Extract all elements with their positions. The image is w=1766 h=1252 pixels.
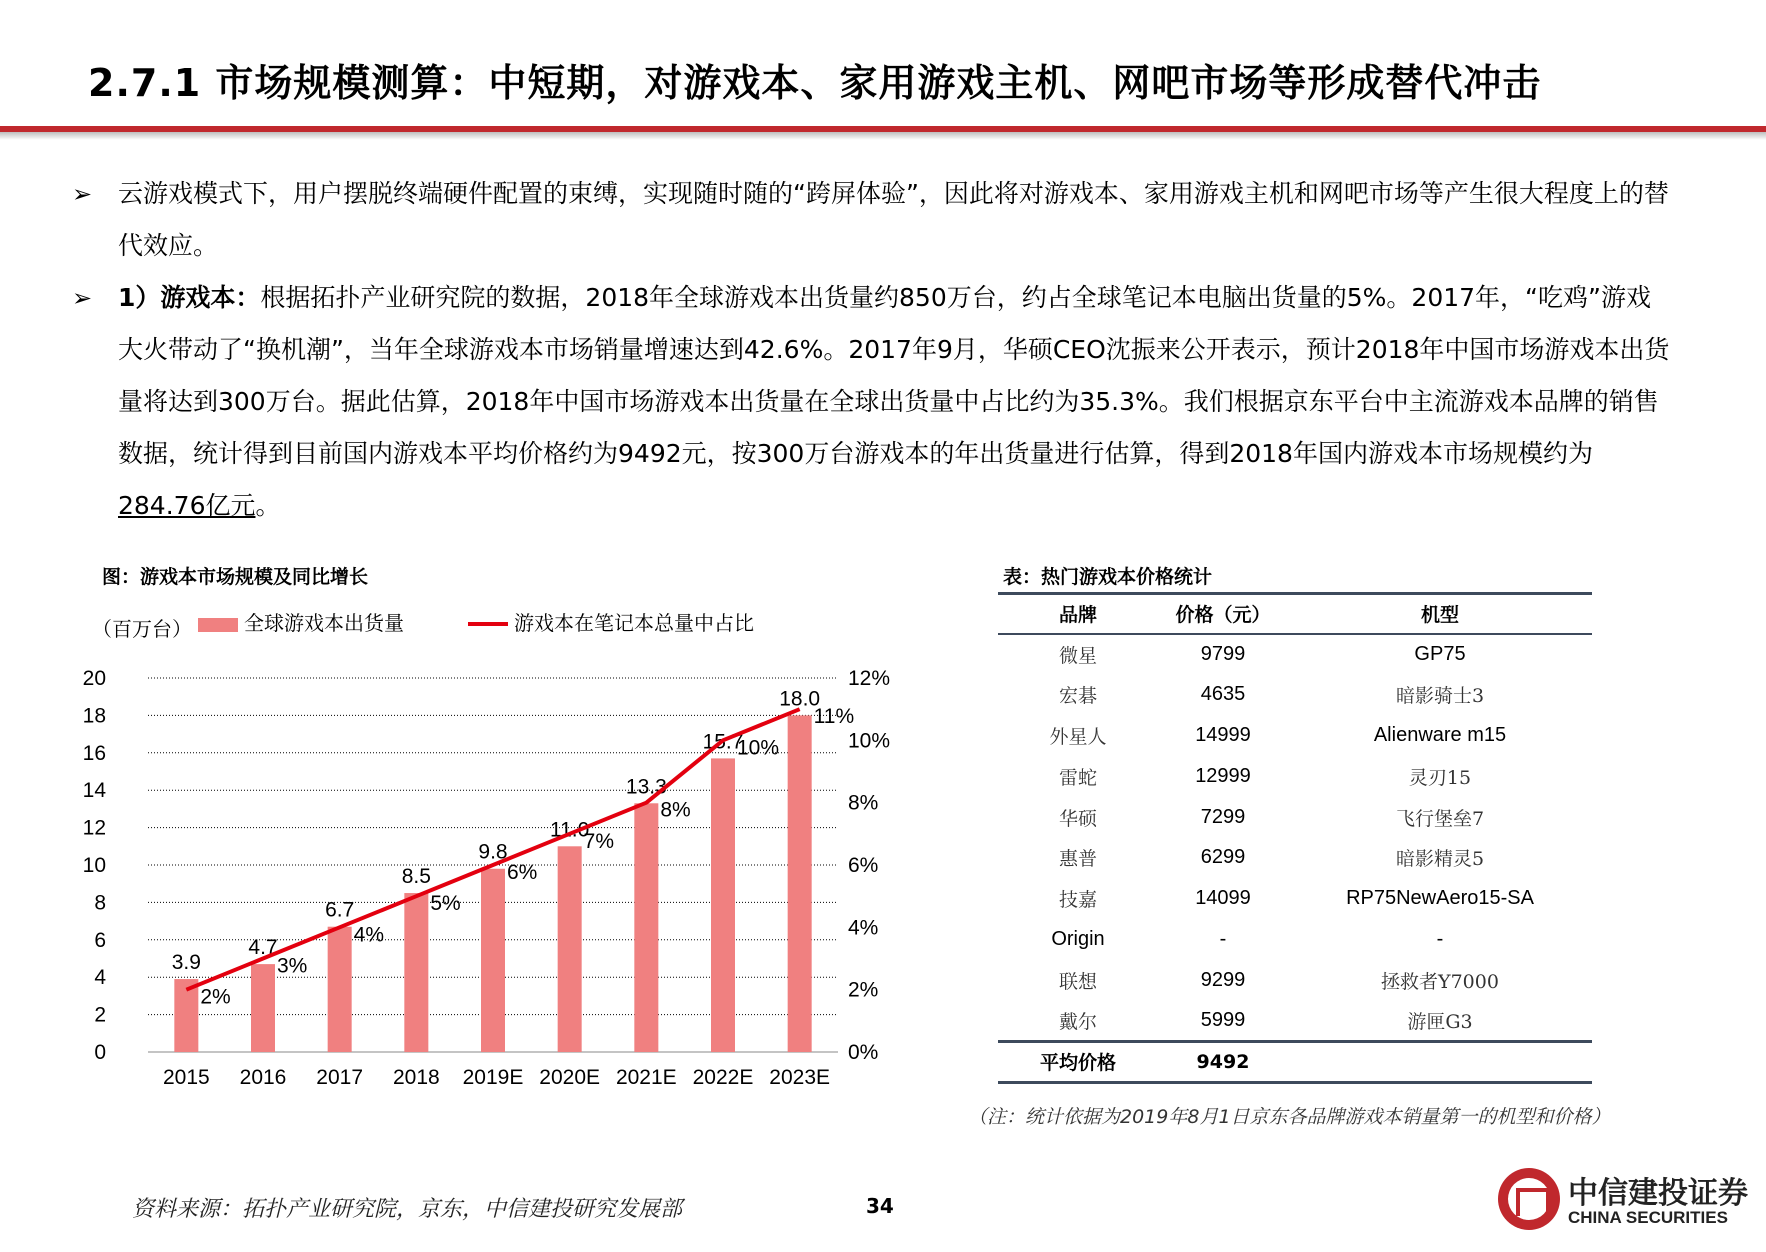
bar <box>404 893 428 1052</box>
brand-cell: 技嘉 <box>1058 889 1097 912</box>
arrow-bullet-icon: ➢ <box>72 180 93 208</box>
price-table <box>998 592 1592 1084</box>
bar-value-label: 8.5 <box>401 865 431 889</box>
bar <box>634 803 658 1052</box>
y-left-tick-label: 0 <box>94 1041 106 1064</box>
price-cell: 14999 <box>1195 723 1251 746</box>
table-row <box>998 715 1592 756</box>
y-right-tick-label: 12% <box>848 667 891 690</box>
logo-name-cn: 中信建投证券 <box>1568 1176 1748 1211</box>
y-left-tick-label: 18 <box>82 704 106 728</box>
logo-emblem-icon <box>1498 1168 1560 1230</box>
column-header-brand: 品牌 <box>998 594 1158 634</box>
model-cell: Alienware m15 <box>1373 723 1507 746</box>
price-cell: 14099 <box>1195 887 1251 910</box>
model-cell: GP75 <box>1414 642 1466 665</box>
brand-cell: 惠普 <box>1058 848 1097 871</box>
bar-value-label: 13.3 <box>625 775 667 799</box>
price-cell: 5999 <box>1200 1008 1246 1031</box>
bar <box>788 715 812 1052</box>
price-cell: 9799 <box>1200 642 1246 665</box>
company-logo <box>1498 1168 1748 1234</box>
x-tick-label: 2016 <box>239 1066 287 1089</box>
y-left-tick-label: 4 <box>94 966 106 990</box>
bar-value-label: 11.0 <box>550 818 590 842</box>
arrow-bullet-icon: ➢ <box>72 284 93 312</box>
y-right-tick-label: 2% <box>848 978 879 1002</box>
y-left-tick-label: 20 <box>82 667 106 690</box>
y-left-tick-label: 12 <box>82 816 106 840</box>
model-cell: 暗影骑士3 <box>1395 685 1485 708</box>
brand-cell: Origin <box>1051 927 1105 950</box>
x-tick-label: 2019E <box>462 1066 524 1089</box>
bar-value-label: 15.7 <box>702 730 744 754</box>
line-value-label: 2% <box>200 985 231 1009</box>
y-right-tick-label: 6% <box>848 854 879 877</box>
line-value-label: 11% <box>813 705 855 729</box>
brand-cell: 外星人 <box>1049 725 1107 748</box>
x-tick-label: 2023E <box>769 1066 831 1089</box>
table-row <box>998 756 1592 797</box>
brand-cell: 雷蛇 <box>1058 766 1097 789</box>
bullet-lead: 1）游戏本： <box>118 283 261 312</box>
table-footer-row <box>998 1041 1592 1082</box>
shipment-chart <box>80 600 940 1100</box>
y-left-tick-label: 14 <box>82 779 106 803</box>
bullet-item <box>72 272 1672 532</box>
model-cell: 游匣G3 <box>1407 1010 1473 1033</box>
logo-name-en: CHINA SECURITIES <box>1568 1208 1728 1227</box>
x-tick-label: 2018 <box>392 1066 440 1089</box>
model-cell: 飞行堡垒7 <box>1395 807 1485 830</box>
brand-cell: 宏碁 <box>1058 685 1097 708</box>
brand-cell: 微星 <box>1058 644 1097 667</box>
price-cell: 12999 <box>1195 764 1251 787</box>
source-note: 资料来源：拓扑产业研究院，京东，中信建投研究发展部 <box>132 1197 683 1222</box>
bar-value-label: 6.7 <box>325 898 355 922</box>
table-note: （注：统计依据为2019年8月1日京东各品牌游戏本销量第一的机型和价格） <box>968 1106 1611 1128</box>
bar <box>711 758 735 1052</box>
model-cell: RP75NewAero15-SA <box>1346 887 1534 910</box>
x-tick-label: 2020E <box>539 1066 601 1089</box>
table-row <box>998 1001 1592 1042</box>
slide-title: 2.7.1 市场规模测算：中短期，对游戏本、家用游戏主机、网吧市场等形成替代冲击 <box>88 61 1542 105</box>
brand-cell: 戴尔 <box>1058 1010 1097 1033</box>
y-left-tick-label: 2 <box>94 1003 106 1027</box>
line-value-label: 4% <box>353 923 385 947</box>
line-value-label: 3% <box>277 954 308 978</box>
y-right-tick-label: 10% <box>848 729 891 753</box>
table-row <box>998 919 1592 960</box>
average-price-value: 9492 <box>1158 1041 1288 1082</box>
legend-label-bar: 全球游戏本出货量 <box>244 611 404 635</box>
legend-label-line: 游戏本在笔记本总量中占比 <box>514 611 754 635</box>
brand-cell: 联想 <box>1058 970 1097 993</box>
y-right-tick-label: 4% <box>848 916 879 940</box>
y-left-tick-label: 10 <box>82 854 106 877</box>
y-left-axis-label: （百万台） <box>92 617 192 641</box>
y-left-tick-label: 16 <box>82 741 106 765</box>
line-value-label: 8% <box>660 798 691 822</box>
bar-value-label: 9.8 <box>478 840 508 864</box>
price-cell: - <box>1219 927 1227 950</box>
bar <box>328 927 352 1052</box>
x-tick-label: 2021E <box>615 1066 677 1089</box>
bar-value-label: 18.0 <box>779 687 821 711</box>
y-left-tick-label: 8 <box>94 891 106 915</box>
bar-value-label: 3.9 <box>171 951 201 975</box>
price-cell: 9299 <box>1200 968 1246 991</box>
table-row <box>998 837 1592 878</box>
line-value-label: 5% <box>430 892 461 916</box>
y-left-tick-label: 6 <box>94 928 106 952</box>
market-size-value: 284.76亿元 <box>118 491 256 520</box>
header-divider-shadow <box>0 132 1766 140</box>
bar <box>558 846 582 1052</box>
average-price-label: 平均价格 <box>998 1041 1158 1082</box>
column-header-model: 机型 <box>1288 594 1592 634</box>
model-cell: 拯救者Y7000 <box>1381 970 1499 993</box>
table-body <box>998 634 1592 1042</box>
bullet-text-end: 。 <box>255 491 281 520</box>
line-value-label: 10% <box>737 736 780 760</box>
table-row <box>998 797 1592 838</box>
page-number: 34 <box>866 1194 894 1218</box>
bar-value-label: 4.7 <box>248 936 278 960</box>
bullet-text: 根据拓扑产业研究院的数据，2018年全球游戏本出货量约850万台，约占全球笔记本电脑出货量的5%。2017年，“吃鸡”游戏大火带动了“换机潮”，当年全球游戏本市场销量增速达到42.6%。2017年9月，华硕CEO沈振来公开表示，预计2018年中国市场游戏本出货量将达到300万台。据此估算，2018年中国市场游戏本出货量在全球出货量中占比约为35.3%。我们根据京东平台中主流游戏本品牌的销售数据，统计得到目前国内游戏本平均价格约为9492元，按300万台游戏本的年出货量进行估算，得到2018年国内游戏本市场规模约为 <box>118 283 1670 468</box>
bar <box>251 964 275 1052</box>
slide-header <box>0 0 1766 140</box>
average-price-empty <box>1288 1041 1592 1082</box>
bar <box>481 869 505 1052</box>
table-row <box>998 634 1592 675</box>
x-tick-label: 2022E <box>692 1066 754 1089</box>
x-tick-label: 2015 <box>162 1066 210 1089</box>
bullet-item <box>72 168 1672 272</box>
table-row <box>998 674 1592 715</box>
y-right-tick-label: 0% <box>848 1041 879 1064</box>
bullet-list <box>72 168 1672 532</box>
line-value-label: 6% <box>507 861 538 884</box>
x-tick-label: 2017 <box>316 1066 364 1089</box>
price-cell: 6299 <box>1200 846 1246 869</box>
price-cell: 4635 <box>1200 683 1246 706</box>
table-title: 表：热门游戏本价格统计 <box>1003 566 1213 588</box>
column-header-price: 价格（元） <box>1158 594 1288 634</box>
model-cell: 暗影精灵5 <box>1395 848 1485 871</box>
chart-title: 图：游戏本市场规模及同比增长 <box>102 566 369 588</box>
line-value-label: 7% <box>583 829 615 853</box>
price-cell: 7299 <box>1200 805 1246 828</box>
table-row <box>998 960 1592 1001</box>
model-cell: 灵刃15 <box>1408 766 1472 789</box>
bullet-text: 云游戏模式下，用户摆脱终端硬件配置的束缚，实现随时随的“跨屏体验”，因此将对游戏本、家用游戏主机和网吧市场等产生很大程度上的替代效应。 <box>118 179 1669 260</box>
table-header-row <box>998 594 1592 634</box>
legend-swatch-bar <box>198 618 238 632</box>
model-cell: - <box>1436 927 1444 950</box>
bar <box>174 979 198 1052</box>
table-row <box>998 878 1592 919</box>
brand-cell: 华硕 <box>1058 807 1097 830</box>
y-right-tick-label: 8% <box>848 791 879 815</box>
